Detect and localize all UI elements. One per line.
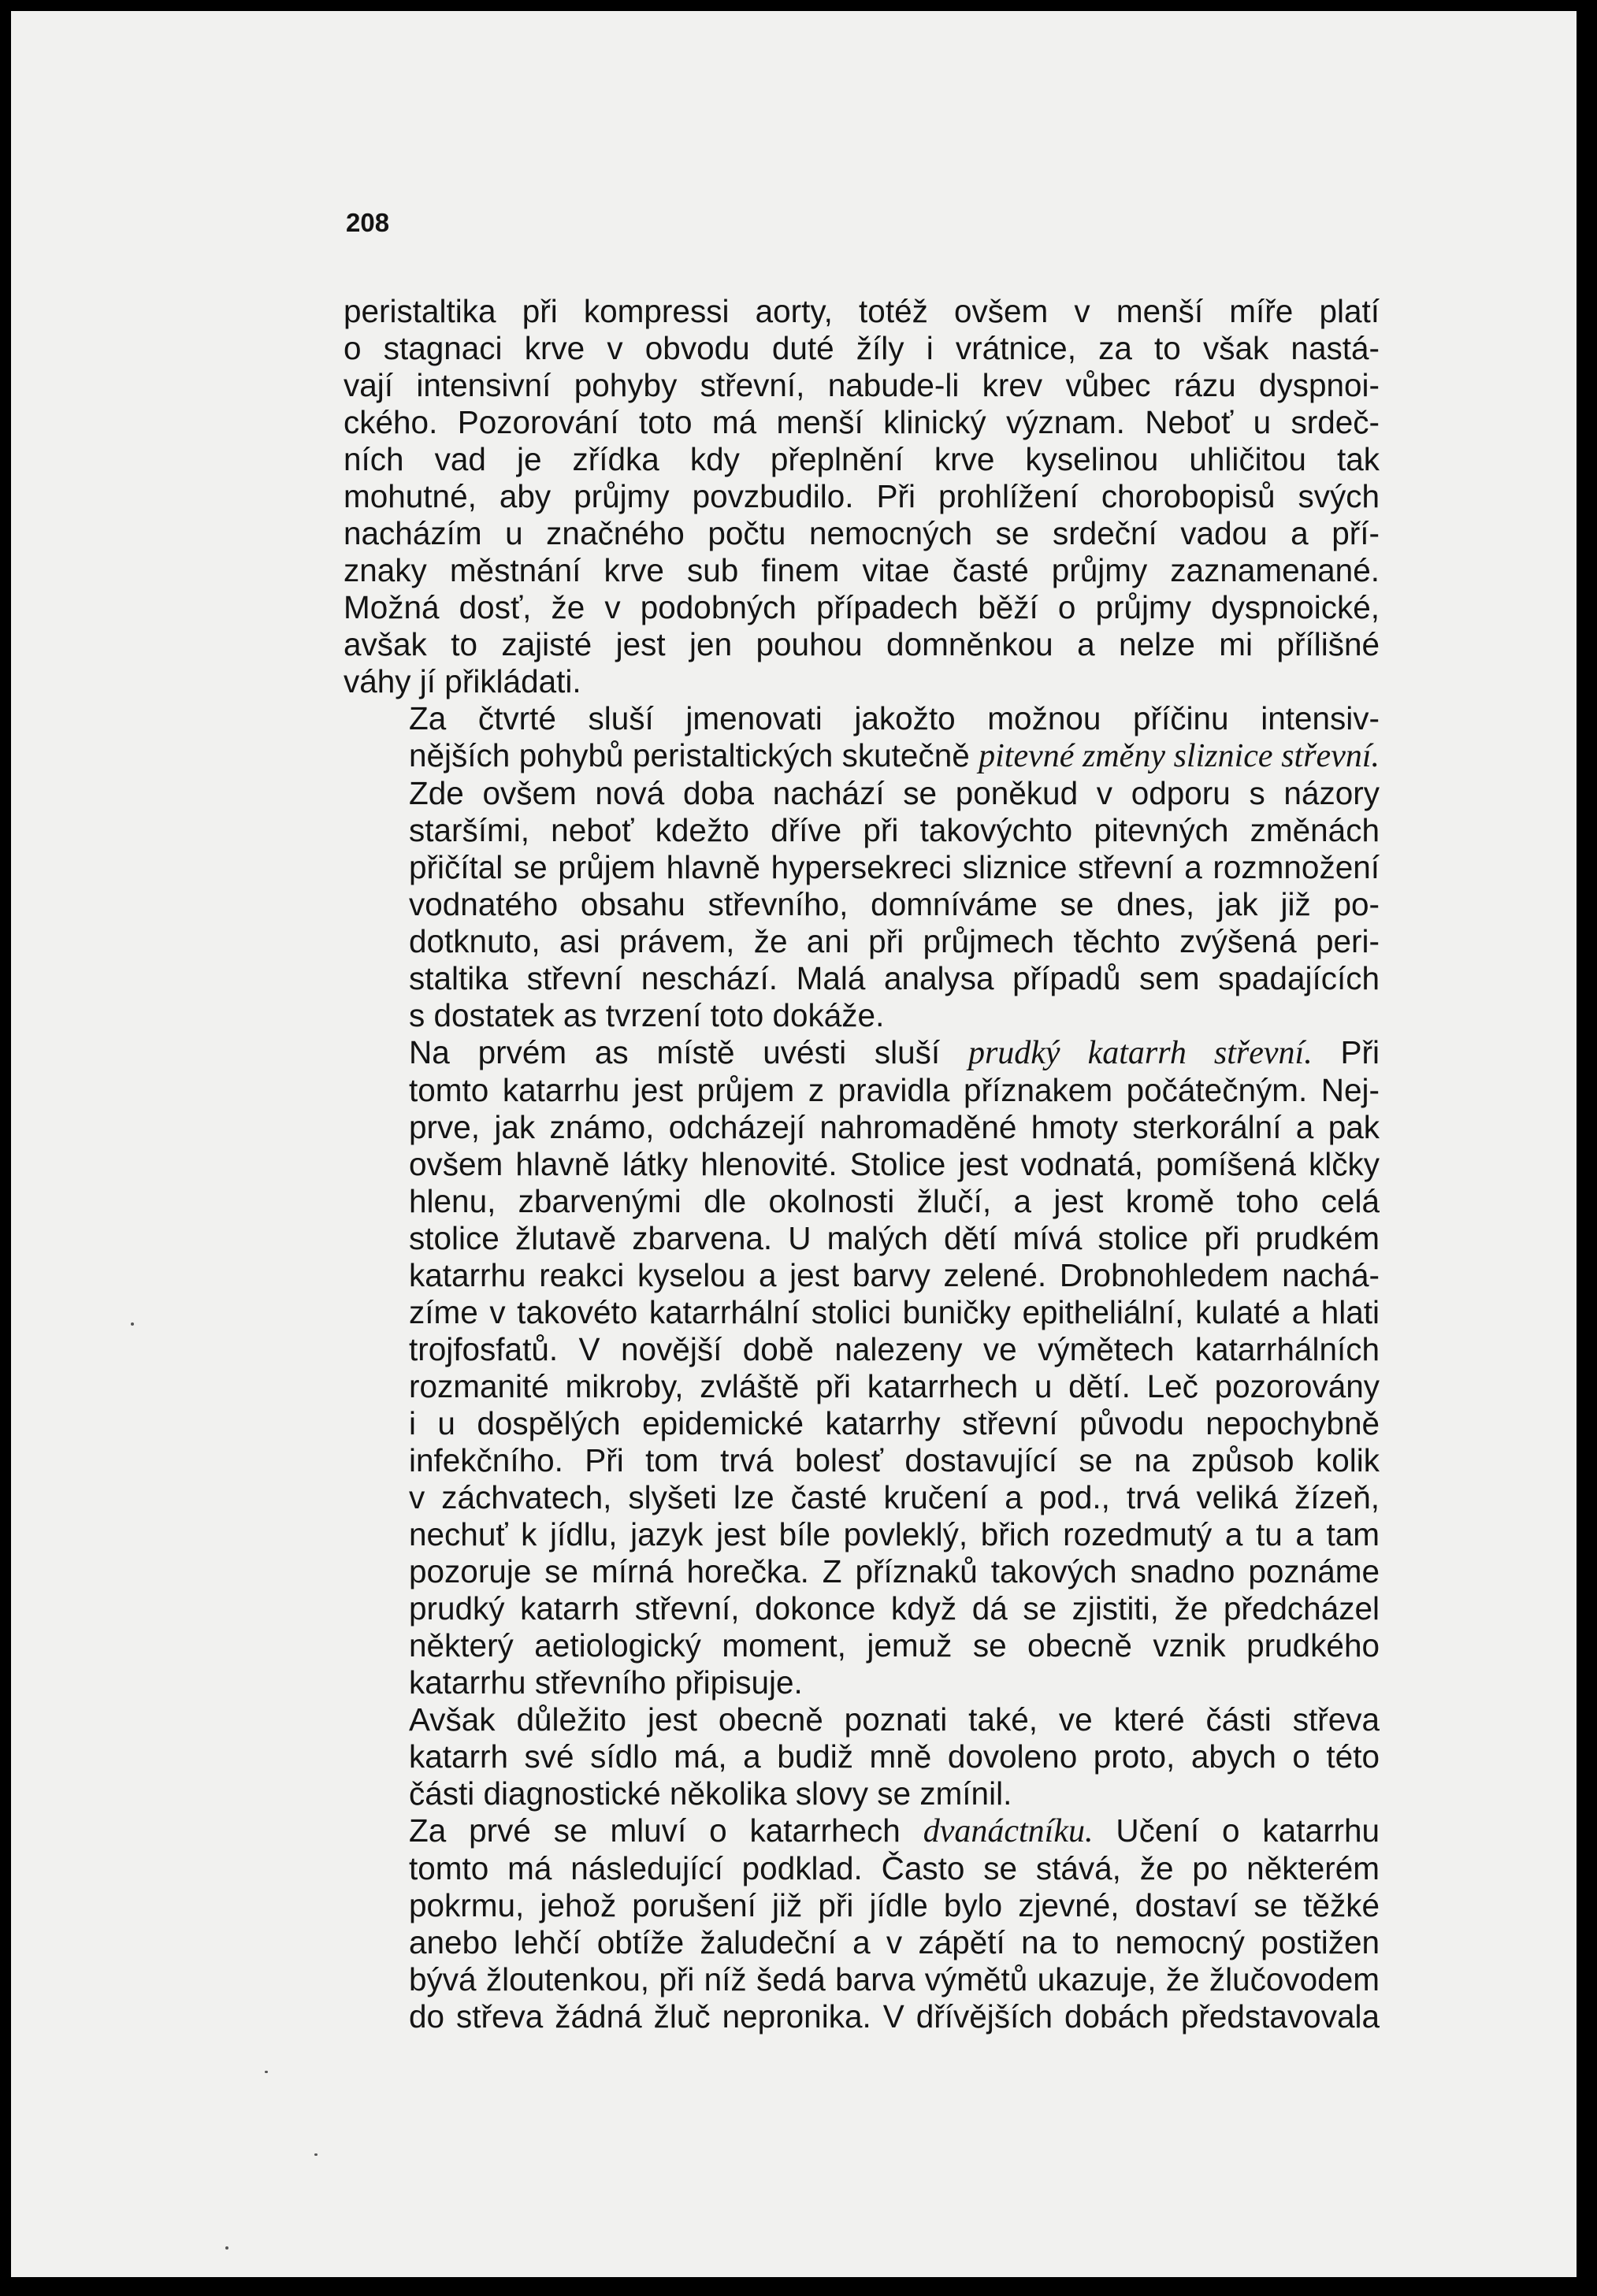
scan-speck [314,2153,318,2156]
text-line: Na prvém as místě uvésti sluší prudký katarrh střevní. Při [409,1034,1380,1071]
paragraph-4 [344,1701,1380,1812]
italic-term: pitevné změny sliznice střevní. [979,738,1380,774]
paragraph-2 [344,700,1380,1034]
text-line: Za čtvrté sluší jmenovati jakožto možnou příčinu intensiv- [409,700,1380,736]
text-line: ckého. Pozorování toto má menší klinický význam. Neboť u srdeč- [344,404,1380,440]
text-line: pozoruje se mírná horečka. Z příznaků takových snadno poznáme [409,1553,1380,1589]
text-line: váhy jí přikládati. [344,663,581,699]
paragraph-1 [344,293,1380,700]
italic-term: prudký katarrh střevní. [967,1035,1313,1071]
text-line: dotknuto, asi právem, že ani při průjmech těchto zvýšená peri- [409,923,1380,959]
text-line: staltika střevní neschází. Malá analysa případů sem spadajících [409,960,1380,996]
text-line: bývá žloutenkou, při níž šedá barva výmětů ukazuje, že žlučovodem [409,1961,1380,1997]
paragraph-5 [344,1812,1380,2035]
paragraph-3 [344,1034,1380,1701]
text-line: Avšak důležito jest obecně poznati také, ve které části střeva [409,1701,1380,1738]
text-line: i u dospělých epidemické katarrhy střevní původu nepochybně [409,1405,1380,1441]
text-line: trojfosfatů. V novější době nalezeny ve výmětech katarrhálních [409,1331,1380,1367]
text-line: ních vad je zřídka kdy přeplnění krve kyselinou uhličitou tak [344,441,1380,477]
text-line: znaky městnání krve sub finem vitae časté průjmy zaznamenané. [344,552,1380,588]
text-line: infekčního. Při tom trvá bolesť dostavující se na způsob kolik [409,1442,1380,1478]
text-line: do střeva žádná žluč nepronika. V dřívějších dobách představovala [409,1998,1380,2035]
page-text [344,293,1380,2035]
text-line: katarrhu střevního připisuje. [409,1664,803,1701]
text-line: pokrmu, jehož porušení již při jídle bylo zjevné, dostaví se těžké [409,1887,1380,1923]
text-line: prudký katarrh střevní, dokonce když dá se zjistiti, že předcházel [409,1590,1380,1626]
italic-term: dvanáctníku. [923,1813,1094,1849]
text-line: staršími, neboť kdežto dříve při takovýchto pitevných změnách [409,812,1380,848]
text-line: prve, jak známo, odcházejí nahromaděné hmoty sterkorální a pak [409,1109,1380,1145]
text-line: katarrhu reakci kyselou a jest barvy zelené. Drobnohledem nachá- [409,1257,1380,1293]
text-line: s dostatek as tvrzení toto dokáže. [409,997,885,1033]
text-line: mohutné, aby průjmy povzbudilo. Při prohlížení chorobopisů svých [344,478,1380,514]
text-line: Za prvé se mluví o katarrhech dvanáctníku. Učení o katarrhu [409,1812,1380,1849]
text-line: Zde ovšem nová doba nachází se poněkud v odporu s názory [409,775,1380,811]
page-number: 208 [346,208,390,237]
text-line: přičítal se průjem hlavně hypersekreci sliznice střevní a rozmnožení [409,849,1380,885]
text-line: zíme v takovéto katarrhální stolici buničky epitheliální, kulaté a hlati [409,1294,1380,1330]
text-line: peristaltika při kompressi aorty, totéž ovšem v menší míře platí [344,293,1380,329]
text-line: části diagnostické několika slovy se zmínil. [409,1775,1012,1812]
text-line: stolice žlutavě zbarvena. U malých dětí mívá stolice při prudkém [409,1220,1380,1256]
scan-speck [225,2246,228,2250]
text-line: nechuť k jídlu, jazyk jest bíle povleklý, břich rozedmutý a tu a tam [409,1516,1380,1552]
text-line: nějších pohybů peristaltických skutečně pitevné změny sliznice střevní. [409,737,1380,774]
text-line: v záchvatech, slyšeti lze časté kručení a pod., trvá veliká žízeň, [409,1479,1380,1515]
scan-speck [265,2071,268,2073]
text-line: ovšem hlavně látky hlenovité. Stolice jest vodnatá, pomíšená klčky [409,1146,1380,1182]
book-page [11,11,1577,2277]
text-line: Možná dosť, že v podobných případech běží o průjmy dyspnoické, [344,589,1380,625]
text-line: vají intensivní pohyby střevní, nabude-li krev vůbec rázu dyspnoi- [344,367,1380,403]
text-line: hlenu, zbarvenými dle okolnosti žlučí, a jest kromě toho celá [409,1183,1380,1219]
text-line: rozmanité mikroby, zvláště při katarrhech u dětí. Leč pozorovány [409,1368,1380,1404]
text-line: anebo lehčí obtíže žaludeční a v zápětí na to nemocný postižen [409,1924,1380,1960]
text-line: vodnatého obsahu střevního, domníváme se dnes, jak již po- [409,886,1380,922]
text-line: avšak to zajisté jest jen pouhou domněnkou a nelze mi přílišné [344,626,1380,662]
text-line: tomto má následující podklad. Často se stává, že po některém [409,1850,1380,1886]
scan-speck [131,1322,134,1326]
text-line: tomto katarrhu jest průjem z pravidla příznakem počátečným. Nej- [409,1072,1380,1108]
text-line: nacházím u značného počtu nemocných se srdeční vadou a pří- [344,515,1380,551]
text-line: některý aetiologický moment, jemuž se obecně vznik prudkého [409,1627,1380,1664]
text-line: o stagnaci krve v obvodu duté žíly i vrátnice, za to však nastá- [344,330,1380,366]
text-line: katarrh své sídlo má, a budiž mně dovoleno proto, abych o této [409,1738,1380,1775]
